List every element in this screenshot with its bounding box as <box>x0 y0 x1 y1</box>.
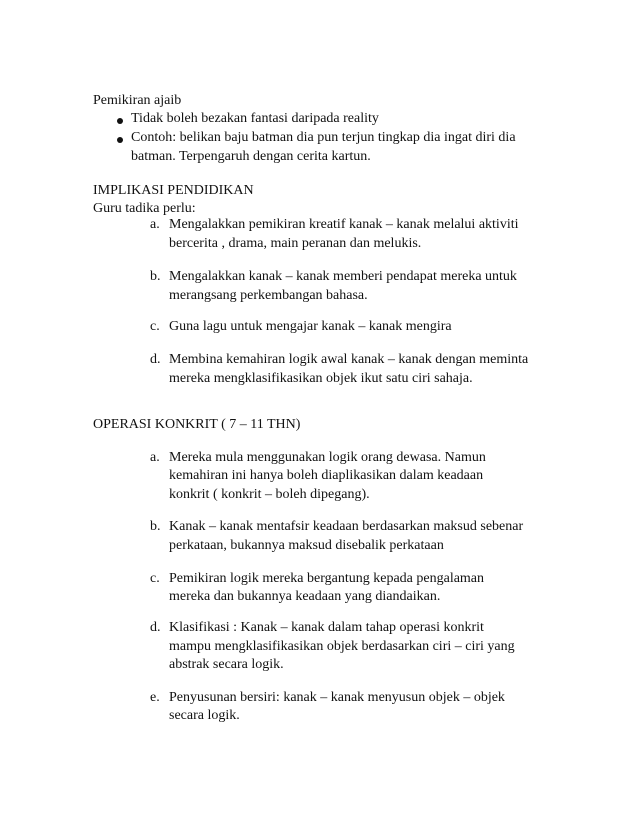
list-item-text: konkrit ( konkrit – boleh dipegang). <box>169 487 370 502</box>
list-marker: c. <box>150 319 160 334</box>
list-item-text: bercerita , drama, main peranan dan melukis. <box>169 236 422 251</box>
list-marker: d. <box>150 620 161 635</box>
list-marker: a. <box>150 217 160 232</box>
bullet-icon <box>117 118 123 124</box>
list-item-text: merangsang perkembangan bahasa. <box>169 288 368 303</box>
list-item-text: Klasifikasi : Kanak – kanak dalam tahap operasi konkrit <box>169 620 484 635</box>
list-marker: d. <box>150 352 161 367</box>
bullet-text: Tidak boleh bezakan fantasi daripada reality <box>131 111 379 126</box>
bullet-icon <box>117 137 123 143</box>
bullet-text: Contoh: belikan baju batman dia pun terjun tingkap dia ingat diri dia <box>131 130 516 145</box>
list-item-text: Penyusunan bersiri: kanak – kanak menyusun objek – objek <box>169 690 505 705</box>
list-item-text: perkataan, bukannya maksud disebalik perkataan <box>169 538 444 553</box>
bullet-text: batman. Terpengaruh dengan cerita kartun. <box>131 149 371 164</box>
list-marker: b. <box>150 519 161 534</box>
section-subheading: Guru tadika perlu: <box>93 201 196 216</box>
list-marker: a. <box>150 450 160 465</box>
section-heading: Pemikiran ajaib <box>93 93 182 108</box>
list-item-text: Pemikiran logik mereka bergantung kepada pengalaman <box>169 571 485 586</box>
list-item-text: Membina kemahiran logik awal kanak – kanak dengan meminta <box>169 352 529 367</box>
list-item-text: mereka mengklasifikasikan objek ikut satu ciri sahaja. <box>169 371 473 386</box>
list-item-text: Guna lagu untuk mengajar kanak – kanak mengira <box>169 319 452 334</box>
list-item-text: abstrak secara logik. <box>169 657 284 672</box>
list-marker: e. <box>150 690 160 705</box>
list-item-text: Mereka mula menggunakan logik orang dewasa. Namun <box>169 450 486 465</box>
list-item-text: Mengalakkan kanak – kanak memberi pendapat mereka untuk <box>169 269 517 284</box>
section-heading: IMPLIKASI PENDIDIKAN <box>93 183 254 198</box>
list-item-text: mampu mengklasifikasikan objek berdasarkan ciri – ciri yang <box>169 639 515 654</box>
list-marker: c. <box>150 571 160 586</box>
list-marker: b. <box>150 269 161 284</box>
list-item-text: mereka dan bukannya keadaan yang diandaikan. <box>169 589 441 604</box>
section-heading: OPERASI KONKRIT ( 7 – 11 THN) <box>93 417 301 432</box>
list-item-text: Mengalakkan pemikiran kreatif kanak – kanak melalui aktiviti <box>169 217 519 232</box>
list-item-text: secara logik. <box>169 708 240 723</box>
list-item-text: Kanak – kanak mentafsir keadaan berdasarkan maksud sebenar <box>169 519 524 534</box>
list-item-text: kemahiran ini hanya boleh diaplikasikan dalam keadaan <box>169 468 484 483</box>
